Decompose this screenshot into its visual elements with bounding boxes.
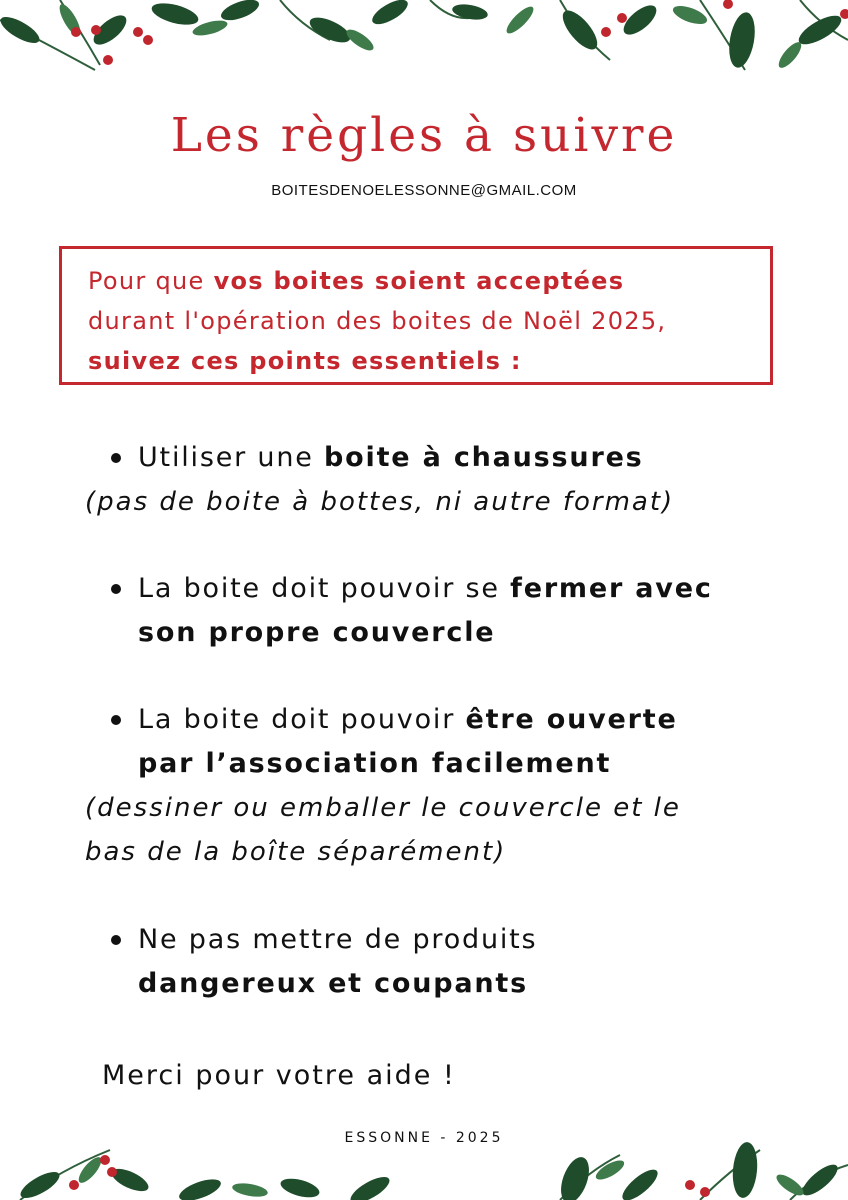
rule-note: bas de la boîte séparément) [85, 837, 507, 867]
notice-line-3: suivez ces points essentiels : [88, 347, 522, 375]
bullet-icon [111, 453, 121, 463]
contact-email: BOITESDENOELESSONNE@GMAIL.COM [271, 182, 577, 199]
bullet-icon [111, 935, 121, 945]
bullet-icon [111, 715, 121, 725]
notice-line-1: Pour que vos boites soient acceptées [88, 267, 625, 295]
holly-garland-bottom [0, 1140, 848, 1200]
holly-garland-top [0, 0, 848, 85]
notice-box [59, 246, 773, 385]
rule-note: (pas de boite à bottes, ni autre format) [85, 487, 675, 517]
notice-line-2: durant l'opération des boites de Noël 2025, [88, 307, 667, 335]
rule-item-1: Utiliser une boite à chaussures (pas de boite à bottes, ni autre format) [0, 436, 848, 524]
thanks-message: Merci pour votre aide ! [102, 1060, 456, 1091]
rule-note: (dessiner ou emballer le couvercle et le [85, 793, 681, 823]
rule-item-3: La boite doit pouvoir être ouverte par l’association facilement (dessiner ou emballer le couvercle et le bas de la boîte séparément) [0, 698, 848, 874]
rule-item-2: La boite doit pouvoir se fermer avec son propre couvercle [0, 567, 848, 655]
rule-item-4: Ne pas mettre de produits dangereux et coupants [0, 918, 848, 1006]
footer-text: ESSONNE - 2025 [344, 1130, 504, 1146]
bullet-icon [111, 584, 121, 594]
page-title: Les règles à suivre [170, 108, 678, 163]
